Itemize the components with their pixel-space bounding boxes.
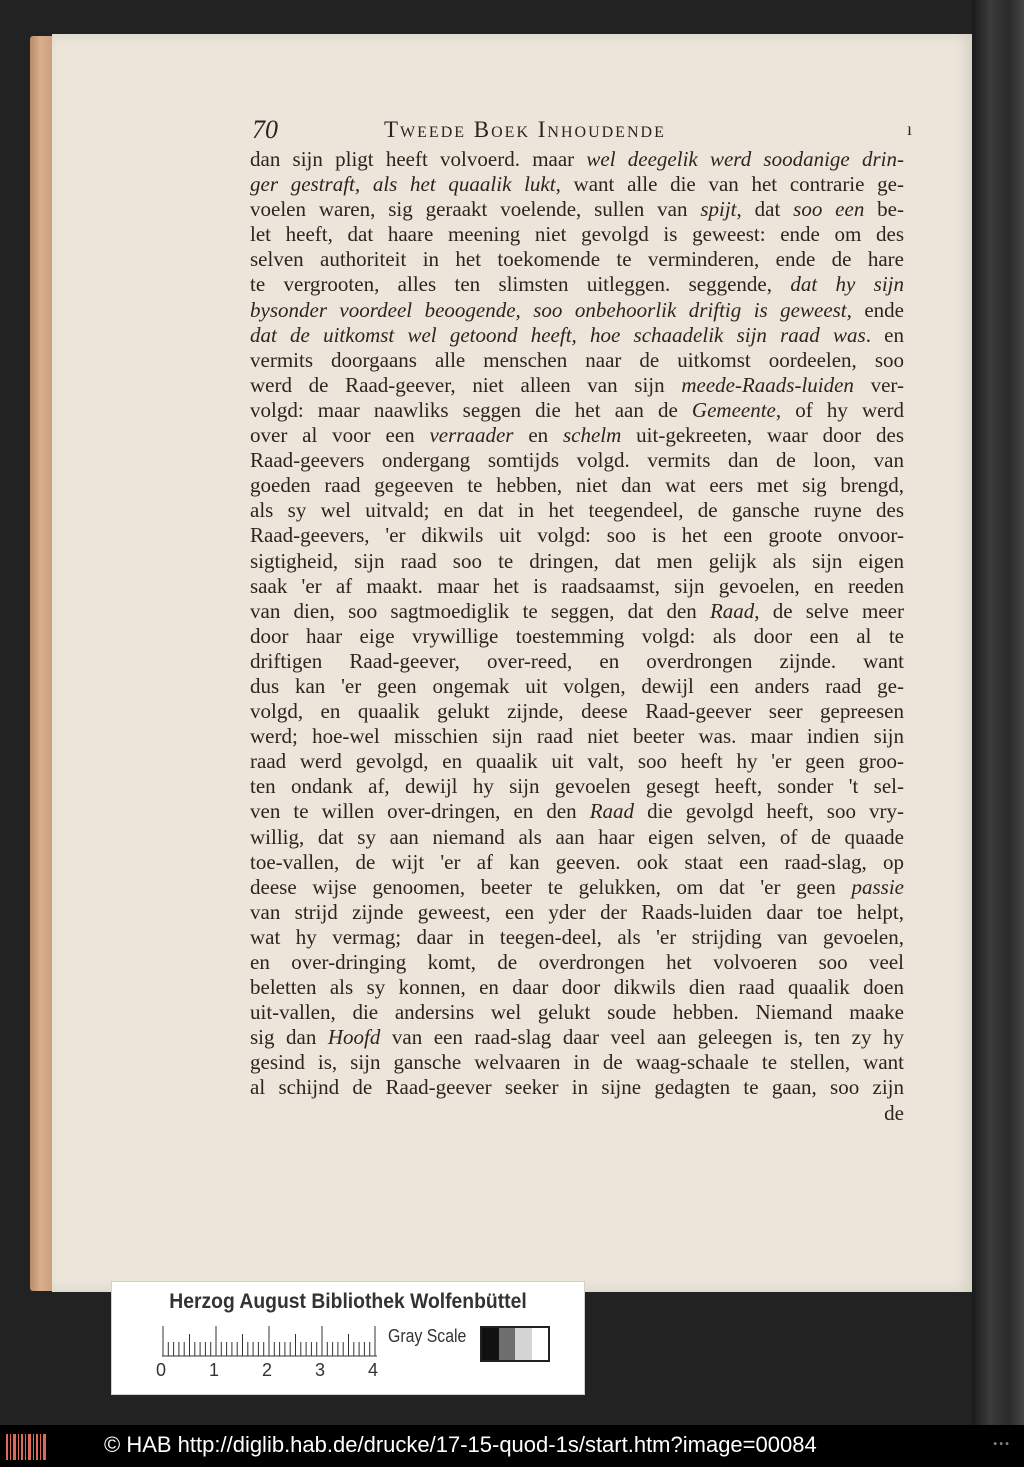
text-line: [250, 348, 904, 373]
running-head: [252, 115, 912, 151]
text-line: [250, 1000, 904, 1025]
text-segment: en over-dringing komt, de overdrongen het volvoeren soo veel: [250, 950, 904, 974]
source-url-text: © HAB http://diglib.hab.de/drucke/17-15-quod-1s/start.htm?image=00084: [104, 1432, 817, 1457]
text-line: [250, 825, 904, 850]
text-segment: saak 'er af maakt. maar het is raadsaamst, sijn gevoelen, en reeden: [250, 573, 904, 598]
text-line: [250, 549, 904, 574]
ruler-number: 0: [156, 1360, 167, 1380]
italic-text: Raad: [709, 598, 755, 623]
italic-text: schelm: [562, 423, 622, 448]
gray-scale-swatches: [480, 1326, 550, 1362]
text-segment: die gevolgd heeft, soo vry-: [634, 799, 904, 824]
more-dots-icon[interactable]: •••: [992, 1439, 1010, 1450]
text-segment: Raad-geevers, 'er dikwils uit volgd: soo is het een groote onvoor-: [250, 523, 904, 548]
running-head-mark: ı: [906, 119, 912, 139]
text-line: [250, 749, 904, 774]
text-segment: , want alle die van het contrarie ge-: [555, 172, 904, 197]
text-line: [250, 774, 904, 799]
ruler-number: 1: [209, 1360, 220, 1380]
text-segment: vermits doorgaans alle menschen naar de uitkomst oordeelen, soo: [250, 347, 904, 372]
text-line: [250, 247, 904, 272]
page-body-text: [250, 147, 904, 1126]
text-segment: driftigen Raad-geever, over-reed, en overdrongen zijnde. want: [250, 648, 904, 673]
text-segment: te vergrooten, alles ten slimsten uitleggen. seggende,: [250, 272, 791, 297]
text-segment: gesind is, sijn gansche welvaaren in de waag-schaale te stellen, want: [250, 1050, 904, 1075]
text-segment: van dien, soo sagtmoediglik te seggen, dat den: [250, 598, 710, 623]
text-segment: sig dan: [250, 1025, 328, 1050]
text-segment: raad werd gevolgd, en quaalik uit valt, soo heeft hy 'er geen groo-: [250, 749, 904, 774]
text-line: [250, 498, 904, 523]
text-line: [250, 624, 904, 649]
text-line: [250, 724, 904, 749]
ruler-number: 3: [315, 1360, 326, 1380]
text-line: [250, 398, 904, 423]
text-line: [250, 1075, 904, 1100]
text-segment: al schijnd de Raad-geever seeker in sijne gedagten te gaan, soo zijn: [250, 1075, 904, 1100]
text-segment: , dat: [736, 197, 794, 222]
text-segment: van strijd zijnde geweest, een yder der Raads-luiden daar toe helpt,: [250, 899, 904, 924]
text-segment: volgd, en quaalik gelukt zijnde, deese Raad-geever seer gepreesen: [250, 699, 904, 724]
text-segment: be-: [864, 197, 904, 222]
text-segment: willig, dat sy aan niemand als aan haar eigen selven, of de quaade: [250, 824, 904, 849]
text-line: [250, 222, 904, 247]
italic-text: Raad: [589, 799, 635, 824]
text-segment: toe-vallen, de wijt 'er af kan geeven. ook staat een raad-slag, op: [250, 849, 904, 874]
library-label: [112, 1282, 584, 1394]
text-segment: ven te willen over-dringen, en den: [250, 799, 590, 824]
library-name: Herzog August Bibliothek Wolfenbüttel: [169, 1290, 527, 1313]
text-segment: dan sijn pligt heeft volvoerd. maar: [250, 147, 587, 171]
text-segment: wat hy vermag; daar in teegen-deel, als 'er strijding van gevoelen,: [250, 924, 904, 949]
text-line: [250, 875, 904, 900]
gray-swatch: [515, 1328, 532, 1360]
text-segment: en: [513, 423, 563, 448]
text-line: [250, 197, 904, 222]
text-segment: sigtigheid, sijn raad soo te dringen, dat men gelijk als sijn eigen: [250, 548, 904, 573]
ruler-number: 4: [368, 1360, 379, 1380]
text-segment: ver-: [853, 372, 904, 397]
text-segment: beletten als sy konnen, en daar door dikwils dien raad quaalik doen: [250, 975, 904, 1000]
text-line: [250, 649, 904, 674]
italic-text: Hoofd: [327, 1025, 381, 1050]
text-segment: Raad-geevers ondergang somtijds volgd. vermits dan de loon, van: [250, 448, 904, 473]
italic-text: verraader: [429, 423, 514, 448]
text-line: [250, 850, 904, 875]
text-line: [250, 523, 904, 548]
italic-text: meede-Raads-luiden: [681, 372, 854, 397]
text-segment: . en: [865, 322, 904, 347]
text-line: [250, 699, 904, 724]
text-line: [250, 574, 904, 599]
text-segment: uit-vallen, die andersins wel gelukt soude hebben. Niemand maake: [250, 1000, 904, 1025]
text-segment: ende: [851, 297, 904, 322]
running-head-title: Tweede Boek Inhoudende: [384, 117, 666, 142]
text-line: [250, 272, 904, 297]
gray-swatch: [482, 1328, 499, 1360]
italic-text: dat hy sijn: [790, 272, 904, 297]
italic-text: passie: [851, 874, 904, 899]
italic-text: ger gestraft, als het quaalik lukt: [250, 172, 556, 197]
text-segment: de: [884, 1100, 904, 1125]
text-line: [250, 323, 904, 348]
text-line: [250, 1101, 904, 1126]
text-line: [250, 423, 904, 448]
italic-text: soo een: [793, 197, 865, 222]
text-segment: uit-gekreeten, waar door des: [621, 423, 904, 448]
italic-text: wel deegelik werd soodanige drin-: [586, 147, 904, 171]
text-line: [250, 674, 904, 699]
page-number: 70: [252, 115, 278, 144]
text-segment: van een raad-slag daar veel aan geleegen is, ten zy hy: [380, 1025, 904, 1050]
text-line: [250, 373, 904, 398]
ruler-number: 2: [262, 1360, 273, 1380]
text-segment: goeden raad gegeeven te hebben, niet dan wat eers met sig brengd,: [250, 473, 904, 498]
text-segment: werd; hoe-wel misschien sijn raad niet beeter was. maar indien sijn: [250, 724, 904, 749]
text-line: [250, 172, 904, 197]
italic-text: spijt: [700, 197, 737, 222]
italic-text: bysonder voordeel beoogende, soo onbehoorlik driftig is geweest,: [250, 297, 852, 322]
text-line: [250, 448, 904, 473]
gray-swatch: [499, 1328, 516, 1360]
scan-background-strip: [972, 0, 1024, 1425]
italic-text: Gemeente: [691, 397, 776, 422]
text-segment: selven authoriteit in het toekomende te verminderen, ende de hare: [250, 247, 904, 272]
text-segment: , of hy werd: [775, 397, 904, 422]
ruler-numbers: [156, 1360, 496, 1382]
text-line: [250, 473, 904, 498]
text-line: [250, 1050, 904, 1075]
gray-swatch: [532, 1328, 549, 1360]
text-segment: voelen waren, sig geraakt voelende, sullen van: [250, 197, 701, 222]
gray-scale-label: Gray Scale: [388, 1326, 467, 1346]
italic-text: dat de uitkomst wel getoond heeft, hoe schaadelik sijn raad was: [250, 322, 866, 347]
text-line: [250, 799, 904, 824]
text-line: [250, 925, 904, 950]
text-segment: let heeft, dat haare meening niet gevolgd is geweest: ende om des: [250, 222, 904, 247]
text-segment: als sy wel uitvald; en dat in het teegendeel, de gansche ruyne des: [250, 498, 904, 523]
text-line: [250, 599, 904, 624]
text-line: [250, 975, 904, 1000]
text-segment: ten ondank af, dewijl hy sijn gevoelen gesegt heeft, sonder 't sel-: [250, 774, 904, 799]
text-line: [250, 147, 904, 172]
text-line: [250, 298, 904, 323]
text-segment: werd de Raad-geever, niet alleen van sijn: [250, 372, 682, 397]
text-segment: deese wijse genoomen, beeter te gelukken, om dat 'er geen: [250, 874, 852, 899]
text-line: [250, 1025, 904, 1050]
text-line: [250, 900, 904, 925]
footer-bar: [0, 1425, 1024, 1467]
barcode-icon: [6, 1434, 48, 1460]
text-line: [250, 950, 904, 975]
text-segment: , de selve meer: [754, 598, 904, 623]
text-segment: over al voor een: [250, 423, 430, 448]
text-segment: dus kan 'er geen ongemak uit volgen, dewijl een anders raad ge-: [250, 673, 904, 698]
text-segment: door haar eige vrywillige toestemming volgd: als door een al te: [250, 623, 904, 648]
text-segment: volgd: maar naawliks seggen die het aan de: [250, 397, 692, 422]
